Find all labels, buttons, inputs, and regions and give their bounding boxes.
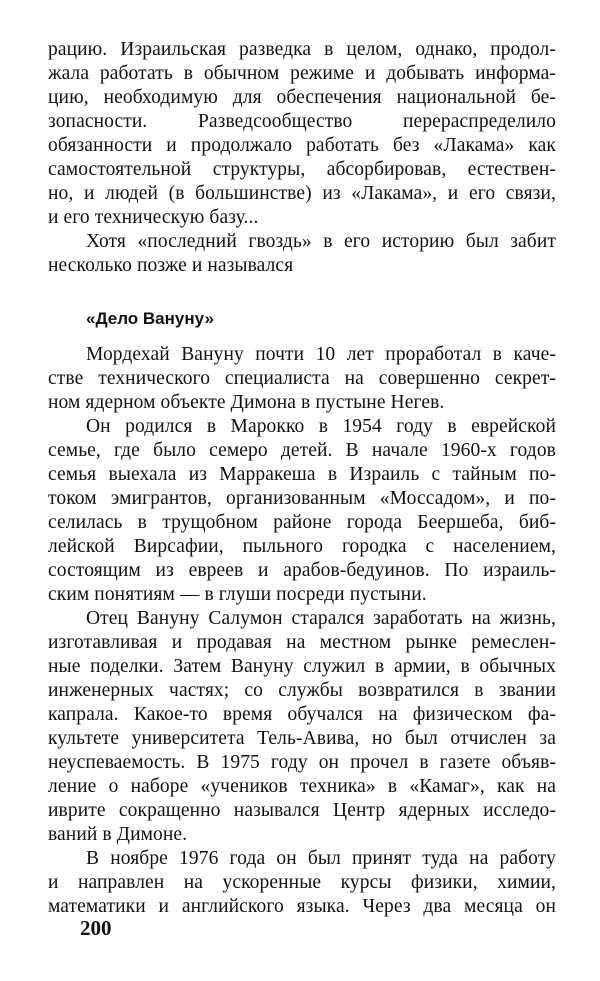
text-line: ваний в Димоне.: [48, 824, 188, 845]
text-line: ление о наборе «учеников техника» в «Камаг», как на: [48, 776, 556, 797]
text-line: капрала. Какое-то время обучался на физическом фа-: [48, 704, 556, 725]
text-line: В ноябре 1976 года он был принят туда на работу: [86, 848, 556, 869]
text-line: и направлен на ускоренные курсы физики, химии,: [48, 872, 556, 893]
text-line: селилась в трущобном районе города Беершеба, биб-: [48, 512, 556, 533]
text-line: состоящим из евреев и арабов-бедуинов. По израиль-: [48, 560, 556, 581]
text-line: обязанности и продолжало работать без «Лакама» как: [48, 135, 556, 156]
text-line: инженерных частях; со службы возвратился в звании: [48, 680, 556, 701]
text-line: самостоятельной структуры, абсорбировав, естествен-: [48, 159, 556, 180]
text-line: неуспеваемость. В 1975 году он прочел в газете объяв-: [48, 752, 556, 773]
text-line: ским понятиям — в глуши посреди пустыни.: [48, 584, 427, 605]
text-line: несколько позже и назывался: [48, 255, 294, 276]
text-line: Хотя «последний гвоздь» в его историю был забит: [86, 231, 556, 252]
text-line: семье, где было семеро детей. В начале 1960-х годов: [48, 440, 556, 461]
section-heading: «Дело Вануну»: [86, 309, 214, 328]
text-line: Мордехай Вануну почти 10 лет проработал в каче-: [86, 344, 556, 365]
text-line: зопасности. Разведсообщество перераспределило: [48, 111, 556, 132]
text-line: цию, необходимую для обеспечения национальной бе-: [48, 87, 556, 108]
text-line: математики и английского языка. Через два месяца он: [48, 896, 556, 917]
text-line: ном ядерном объекте Димона в пустыне Негев.: [48, 392, 445, 413]
text-line: током эмигрантов, организованным «Моссадом», и по-: [48, 488, 556, 509]
text-line: стве технического специалиста на совершенно секрет-: [48, 368, 556, 389]
text-line: иврите сокращенно назывался Центр ядерных исследо-: [48, 800, 556, 821]
text-line: Он родился в Марокко в 1954 году в еврейской: [86, 416, 556, 437]
text-line: и его техническую базу...: [48, 207, 259, 228]
text-line: лейской Вирсафии, пыльного городка с населением,: [48, 536, 556, 557]
text-line: но, и людей (в большинстве) из «Лакама», и его связи,: [48, 183, 556, 204]
text-line: семья выехала из Марракеша в Израиль с тайным по-: [48, 464, 556, 485]
text-line: Отец Вануну Салумон старался заработать на жизнь,: [86, 608, 556, 629]
text-line: жала работать в обычном режиме и добывать информа-: [48, 63, 556, 84]
text-line: изготавливая и продавая на местном рынке ремеслен-: [48, 632, 556, 653]
text-line: рацию. Израильская разведка в целом, однако, продол-: [48, 39, 556, 60]
page-number: 200: [80, 916, 112, 940]
text-line: культете университета Тель-Авива, но был отчислен за: [48, 728, 556, 749]
text-line: ные поделки. Затем Вануну служил в армии, в обычных: [48, 656, 556, 677]
